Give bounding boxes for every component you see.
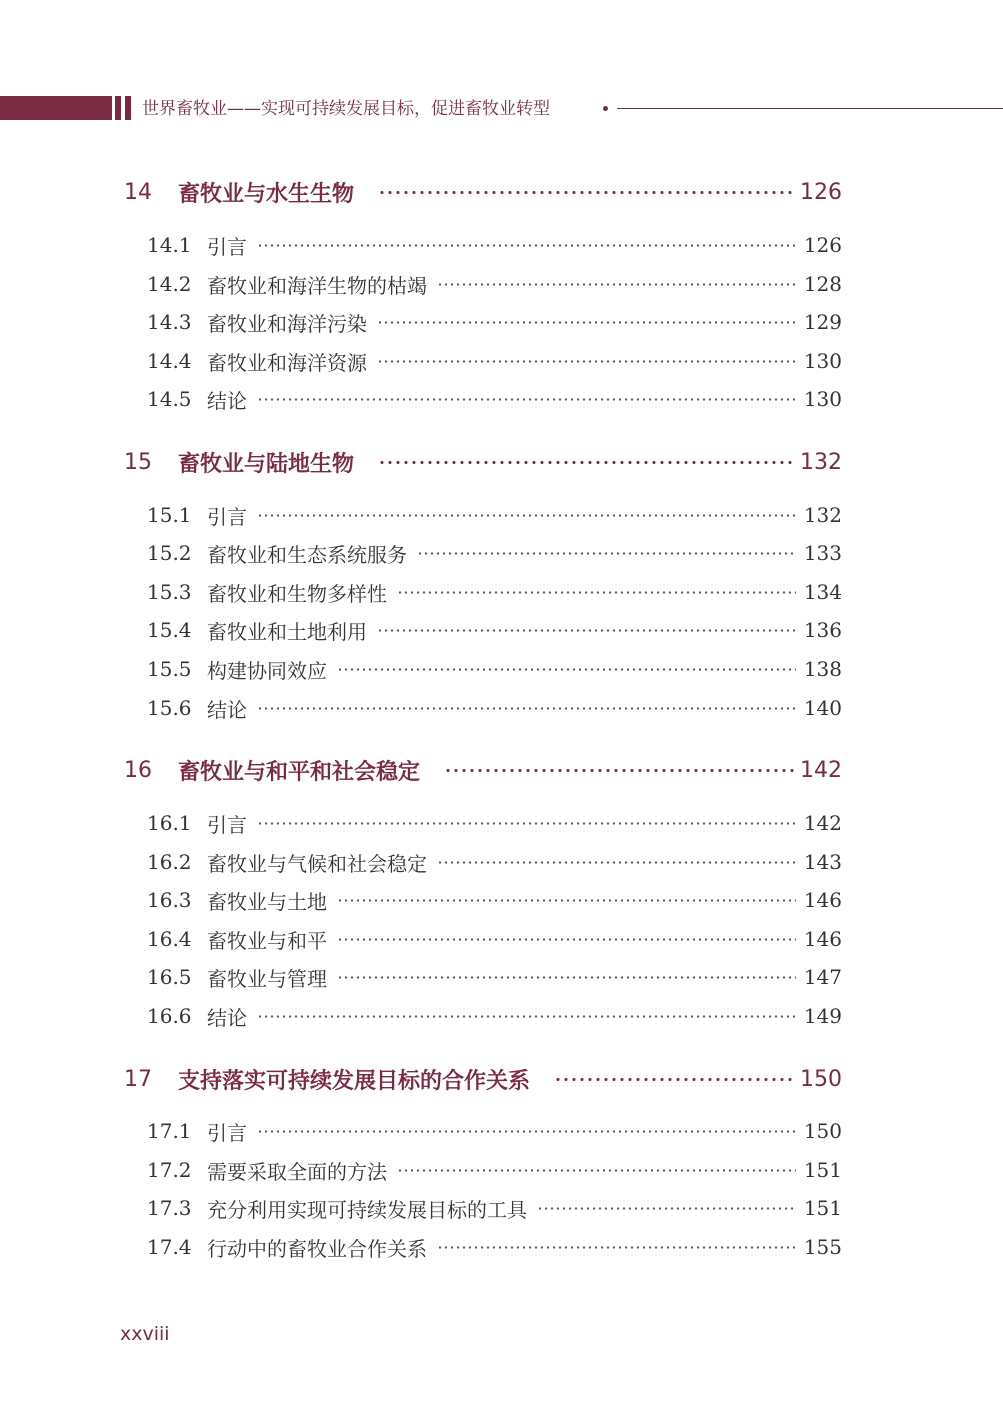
section-number: 15.5 xyxy=(147,657,192,681)
section-title: 畜牧业和海洋生物的枯竭 xyxy=(207,273,427,298)
section-title: 畜牧业与气候和社会稳定 xyxy=(207,851,427,876)
toc-section[interactable] xyxy=(147,307,842,337)
dot-leader xyxy=(397,1169,796,1172)
section-page: 132 xyxy=(803,503,842,527)
section-number: 14.4 xyxy=(147,349,192,373)
section-title: 畜牧业和海洋资源 xyxy=(207,350,367,375)
section-number: 17.1 xyxy=(147,1119,192,1143)
section-number: 16.4 xyxy=(147,927,192,951)
section-title: 构建协同效应 xyxy=(207,658,327,683)
section-page: 143 xyxy=(803,850,842,874)
toc-section[interactable] xyxy=(147,962,842,992)
toc-section[interactable] xyxy=(147,885,842,915)
section-number: 17.4 xyxy=(147,1235,192,1259)
section-title: 畜牧业与管理 xyxy=(207,966,327,991)
dot-leader xyxy=(257,398,796,401)
section-page: 129 xyxy=(803,310,842,334)
chapter-number: 17 xyxy=(124,1066,152,1092)
dot-leader xyxy=(378,191,796,194)
toc-section[interactable] xyxy=(147,500,842,530)
page-folio: xxviii xyxy=(120,1323,170,1345)
section-number: 16.6 xyxy=(147,1004,192,1028)
dot-leader xyxy=(537,1207,796,1210)
section-number: 17.3 xyxy=(147,1196,192,1220)
toc-section[interactable] xyxy=(147,346,842,376)
toc-section[interactable] xyxy=(147,384,842,414)
toc-chapter[interactable] xyxy=(124,175,842,209)
toc-section[interactable] xyxy=(147,538,842,568)
toc-section[interactable] xyxy=(147,808,842,838)
section-title: 畜牧业与和平 xyxy=(207,928,327,953)
section-number: 16.2 xyxy=(147,850,192,874)
dot-leader xyxy=(337,899,796,902)
section-number: 15.6 xyxy=(147,696,192,720)
chapter-number: 15 xyxy=(124,449,152,475)
section-number: 15.4 xyxy=(147,618,192,642)
chapter-number: 14 xyxy=(124,179,152,205)
toc-section[interactable] xyxy=(147,654,842,684)
section-title: 需要采取全面的方法 xyxy=(207,1159,387,1184)
section-page: 130 xyxy=(803,387,842,411)
dot-leader xyxy=(337,668,796,671)
section-number: 15.1 xyxy=(147,503,192,527)
section-title: 充分利用实现可持续发展目标的工具 xyxy=(207,1197,527,1222)
section-title: 结论 xyxy=(207,1005,247,1030)
section-number: 14.2 xyxy=(147,272,192,296)
section-page: 130 xyxy=(803,349,842,373)
dot-leader xyxy=(554,1078,796,1081)
section-number: 17.2 xyxy=(147,1158,192,1182)
section-page: 150 xyxy=(803,1119,842,1143)
section-title: 引言 xyxy=(207,812,247,837)
section-title: 结论 xyxy=(207,388,247,413)
toc-section[interactable] xyxy=(147,615,842,645)
section-title: 引言 xyxy=(207,234,247,259)
toc-chapter[interactable] xyxy=(124,753,842,787)
chapter-title: 畜牧业与陆地生物 xyxy=(178,451,355,477)
chapter-page: 132 xyxy=(800,449,842,475)
section-title: 畜牧业和生态系统服务 xyxy=(207,542,407,567)
toc-section[interactable] xyxy=(147,1193,842,1223)
section-page: 147 xyxy=(803,965,842,989)
section-number: 14.1 xyxy=(147,233,192,257)
dot-leader xyxy=(377,360,796,363)
chapter-number: 16 xyxy=(124,757,152,783)
toc-section[interactable] xyxy=(147,1116,842,1146)
section-page: 142 xyxy=(803,811,842,835)
toc-section[interactable] xyxy=(147,1232,842,1262)
toc-chapter[interactable] xyxy=(124,445,842,479)
section-number: 16.3 xyxy=(147,888,192,912)
toc-section[interactable] xyxy=(147,269,842,299)
dot-leader xyxy=(257,1015,796,1018)
section-title: 畜牧业和土地利用 xyxy=(207,619,367,644)
section-page: 155 xyxy=(803,1235,842,1259)
dot-leader xyxy=(257,1130,796,1133)
section-title: 行动中的畜牧业合作关系 xyxy=(207,1236,427,1261)
section-page: 133 xyxy=(803,541,842,565)
dot-leader xyxy=(377,629,796,632)
section-number: 15.3 xyxy=(147,580,192,604)
section-number: 15.2 xyxy=(147,541,192,565)
chapter-title: 畜牧业与和平和社会稳定 xyxy=(178,759,421,785)
header-title: 世界畜牧业——实现可持续发展目标，促进畜牧业转型 xyxy=(142,99,550,119)
dot-leader xyxy=(437,1246,796,1249)
dot-leader xyxy=(257,822,796,825)
dot-leader xyxy=(257,514,796,517)
section-title: 引言 xyxy=(207,504,247,529)
section-title: 引言 xyxy=(207,1120,247,1145)
dot-leader xyxy=(377,321,796,324)
section-number: 16.5 xyxy=(147,965,192,989)
section-page: 146 xyxy=(803,888,842,912)
section-page: 136 xyxy=(803,618,842,642)
section-page: 149 xyxy=(803,1004,842,1028)
section-number: 14.3 xyxy=(147,310,192,334)
toc-chapter[interactable] xyxy=(124,1062,842,1096)
section-title: 结论 xyxy=(207,697,247,722)
toc-section[interactable] xyxy=(147,577,842,607)
dot-leader xyxy=(337,938,796,941)
section-page: 134 xyxy=(803,580,842,604)
chapter-title: 畜牧业与水生生物 xyxy=(178,181,355,207)
toc-section[interactable] xyxy=(147,693,842,723)
section-page: 146 xyxy=(803,927,842,951)
chapter-title: 支持落实可持续发展目标的合作关系 xyxy=(178,1068,531,1094)
section-title: 畜牧业与土地 xyxy=(207,889,327,914)
section-title: 畜牧业和生物多样性 xyxy=(207,581,387,606)
dot-leader xyxy=(257,707,796,710)
chapter-page: 142 xyxy=(800,757,842,783)
dot-leader xyxy=(378,461,796,464)
dot-leader xyxy=(337,976,796,979)
section-page: 151 xyxy=(803,1158,842,1182)
dot-leader xyxy=(437,283,796,286)
section-number: 14.5 xyxy=(147,387,192,411)
section-number: 16.1 xyxy=(147,811,192,835)
toc-section[interactable] xyxy=(147,230,842,260)
toc-section[interactable] xyxy=(147,847,842,877)
dot-leader xyxy=(417,552,796,555)
dot-leader xyxy=(257,244,796,247)
chapter-page: 150 xyxy=(800,1066,842,1092)
section-page: 151 xyxy=(803,1196,842,1220)
section-page: 138 xyxy=(803,657,842,681)
chapter-page: 126 xyxy=(800,179,842,205)
toc-section[interactable] xyxy=(147,1001,842,1031)
section-page: 140 xyxy=(803,696,842,720)
dot-leader xyxy=(397,591,796,594)
dot-leader xyxy=(444,769,796,772)
section-title: 畜牧业和海洋污染 xyxy=(207,311,367,336)
section-page: 126 xyxy=(803,233,842,257)
dot-leader xyxy=(437,861,796,864)
toc-section[interactable] xyxy=(147,1155,842,1185)
section-page: 128 xyxy=(803,272,842,296)
toc-section[interactable] xyxy=(147,924,842,954)
